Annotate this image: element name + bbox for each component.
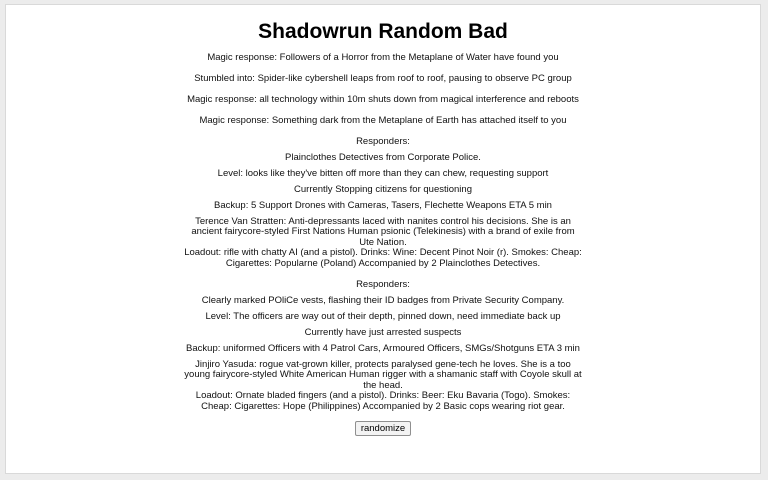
npc-block xyxy=(183,360,583,413)
button-row xyxy=(6,421,760,436)
npc-loadout: Loadout: Ornate bladed fingers (and a pistol). Drinks: Beer: Eku Bavaria (Togo). Smokes: Cheap: Cigarettes: Hope (Philippines) Accompanied by 2 Basic cops wearing riot gear. xyxy=(195,390,571,412)
randomize-button[interactable]: randomize xyxy=(355,421,411,436)
responders-level: Level: looks like they've bitten off more than they can chew, requesting support xyxy=(217,167,549,179)
responders-heading: Responders: xyxy=(356,279,410,290)
responders-backup: Backup: 5 Support Drones with Cameras, Tasers, Flechette Weapons ETA 5 min xyxy=(214,199,552,211)
responders-group xyxy=(6,137,760,269)
responders-backup: Backup: uniformed Officers with 4 Patrol Cars, Armoured Officers, SMGs/Shotguns ETA 3 min xyxy=(186,342,580,354)
encounter-line: Magic response: Followers of a Horror from the Metaplane of Water have found you xyxy=(207,52,559,63)
npc-description: Terence Van Stratten: Anti-depressants laced with nanites control his decisions. She is an ancient fairycore-styled First Nations Human psionic (Telekinesis) with a brand of exile from Ute Nation. xyxy=(191,215,575,248)
responders-group xyxy=(6,280,760,412)
results xyxy=(6,53,760,436)
page-title: Shadowrun Random Bad xyxy=(258,20,508,43)
page-frame xyxy=(5,4,761,474)
responders-heading: Responders: xyxy=(356,136,410,147)
npc-block xyxy=(183,217,583,270)
responders-level: Level: The officers are way out of their depth, pinned down, need immediate back up xyxy=(205,310,561,322)
encounter-line: Magic response: all technology within 10m shuts down from magical interference and reboots xyxy=(187,94,579,105)
responders-who: Plainclothes Detectives from Corporate Police. xyxy=(285,151,481,163)
responders-who: Clearly marked POliCe vests, flashing their ID badges from Private Security Company. xyxy=(201,294,565,306)
npc-description: Jinjiro Yasuda: rogue vat-grown killer, protects paralysed gene-tech he loves. She is a too young fairycore-styled White American Human rigger with a shamanic staff with Coyole skull at the head. xyxy=(184,358,582,391)
responders-status: Currently Stopping citizens for questioning xyxy=(294,183,472,195)
encounter-line: Stumbled into: Spider-like cybershell leaps from roof to roof, pausing to observe PC group xyxy=(194,73,572,84)
npc-loadout: Loadout: rifle with chatty AI (and a pistol). Drinks: Wine: Decent Pinot Noir (r). Smokes: Cheap: Cigarettes: Popularne (Poland) Accompanied by 2 Plainclothes Detectives. xyxy=(184,247,582,269)
encounter-line: Magic response: Something dark from the Metaplane of Earth has attached itself to you xyxy=(199,115,567,126)
responders-status: Currently have just arrested suspects xyxy=(304,326,462,338)
